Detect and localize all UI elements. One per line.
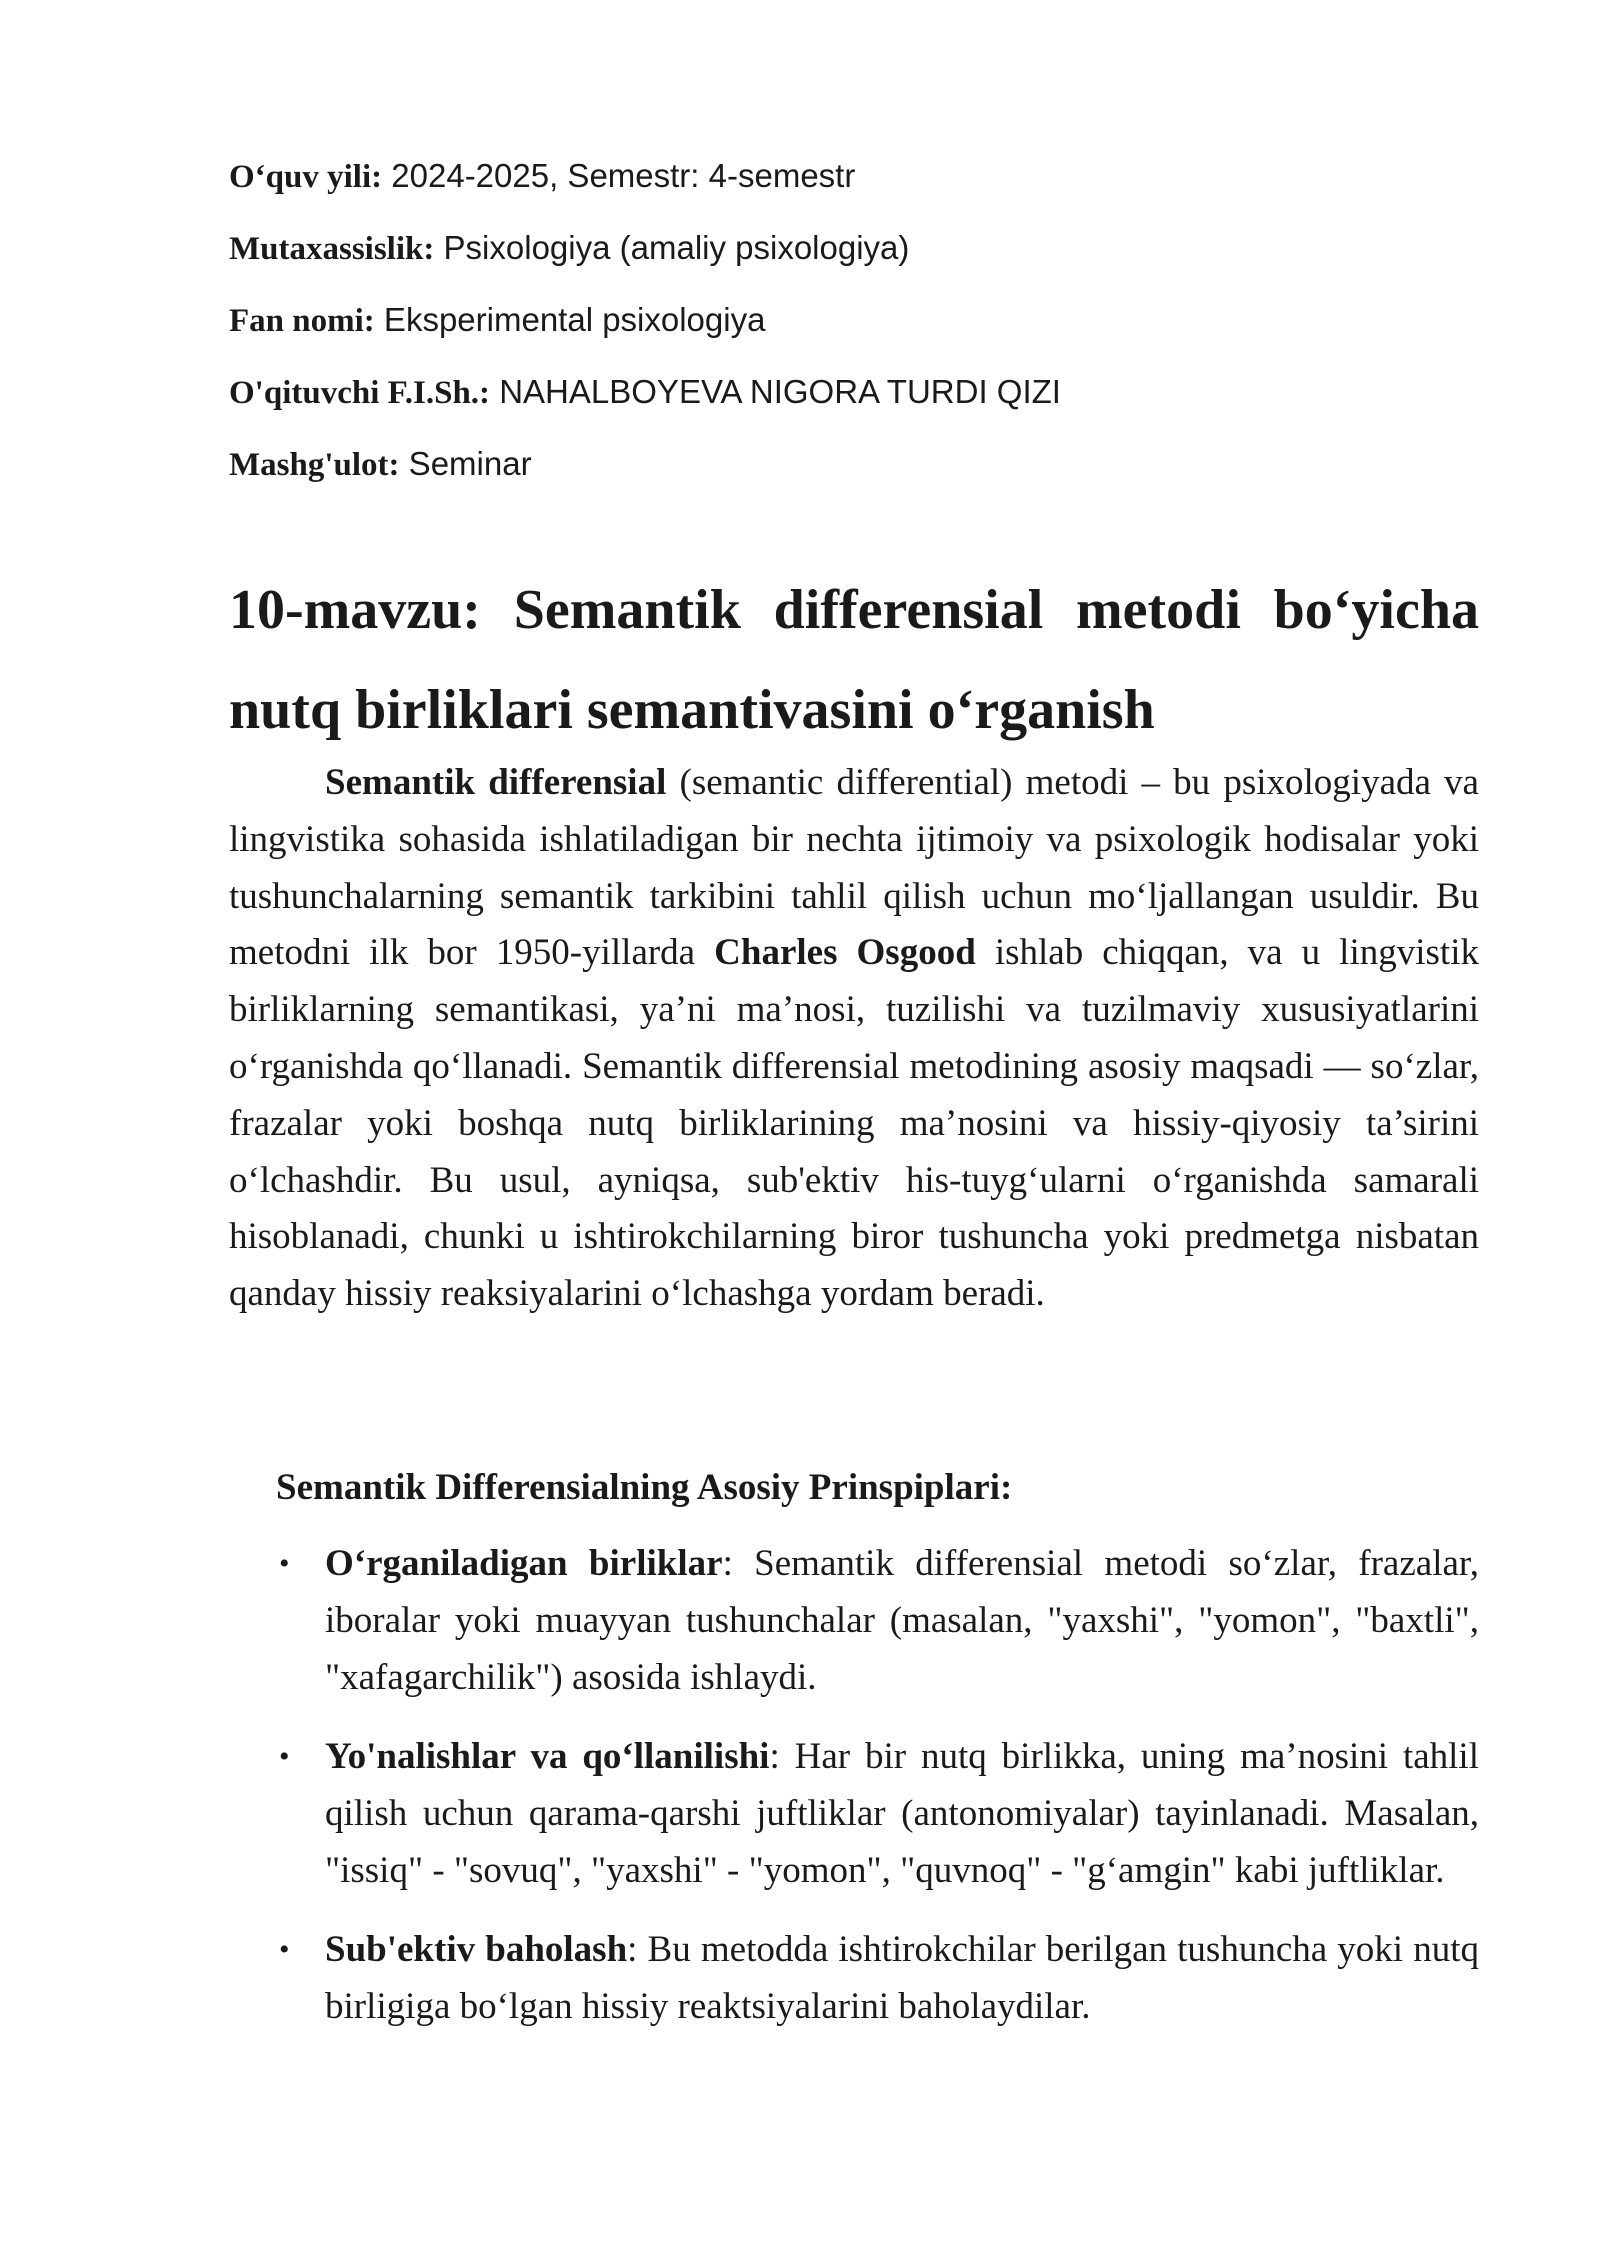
topic-title bbox=[229, 560, 1479, 760]
principle-term: O‘rganiladigan birliklar bbox=[325, 1543, 723, 1584]
topic-number: 10-mavzu: bbox=[229, 579, 481, 641]
teacher-line bbox=[229, 364, 1479, 436]
topic-title-text: Semantik differensial metodi bo‘yicha nutq birliklari semantivasini o‘rganish bbox=[229, 579, 1479, 741]
intro-term: Semantik differensial bbox=[325, 762, 667, 803]
intro-author: Charles Osgood bbox=[714, 932, 976, 974]
specialty-value: Psixologiya (amaliy psixologiya) bbox=[434, 229, 910, 266]
specialty-label: Mutaxassislik: bbox=[229, 231, 435, 267]
principles-list bbox=[276, 1535, 1479, 2057]
subject-value: Eksperimental psixologiya bbox=[374, 301, 766, 338]
list-item bbox=[276, 1921, 1479, 2035]
principle-term: Yo'nalishlar va qo‘llanilishi bbox=[325, 1736, 770, 1777]
bullet-icon: • bbox=[279, 1740, 290, 1773]
academic-year-label: O‘quv yili: bbox=[229, 159, 383, 195]
intro-paragraph bbox=[229, 755, 1479, 1323]
principle-term: Sub'ektiv baholash bbox=[325, 1929, 628, 1970]
course-info bbox=[229, 148, 1479, 508]
bullet-icon: • bbox=[279, 1547, 290, 1580]
specialty-line bbox=[229, 220, 1479, 292]
intro-text-part-1: (semantic differential) metodi – bu psixologiyada va lingvistika sohasida ishlatiladigan bir nechta ijtimoiy va psixologik hodisalar yoki tushunchalarning semantik tarkibini tahlil qilish uchun mo‘ljallangan usuldir. Bu metodni ilk bor 1950-yillarda bbox=[229, 762, 1479, 974]
principle-text: : Har bir nutq birlikka, uning ma’nosini tahlil qilish uchun qarama-qarshi juftliklar (antonomiyalar) tayinlanadi. Masalan, "issiq" - "sovuq", "yaxshi" - "yomon", "quvnoq" - "g‘amgin" kabi juftliklar. bbox=[325, 1736, 1479, 1891]
bullet-icon: • bbox=[279, 1933, 290, 1966]
academic-year-value: 2024-2025, Semestr: 4-semestr bbox=[382, 157, 856, 194]
lesson-type-label: Mashg'ulot: bbox=[229, 447, 400, 483]
lesson-type-line bbox=[229, 436, 1479, 508]
lesson-type-value: Seminar bbox=[399, 445, 532, 482]
academic-year-line bbox=[229, 148, 1479, 220]
subject-label: Fan nomi: bbox=[229, 303, 375, 339]
principles-heading: Semantik Differensialning Asosiy Prinspiplari: bbox=[276, 1467, 1013, 1508]
principle-text: : Bu metodda ishtirokchilar berilgan tushuncha yoki nutq birligiga bo‘lgan hissiy reaktsiyalarini baholaydilar. bbox=[325, 1929, 1479, 2027]
list-item bbox=[276, 1535, 1479, 1706]
principle-text: : Semantik differensial metodi so‘zlar, frazalar, iboralar yoki muayyan tushunchalar (masalan, "yaxshi", "yomon", "baxtli", "xafagarchilik") asosida ishlaydi. bbox=[325, 1543, 1479, 1698]
teacher-label: O'qituvchi F.I.Sh.: bbox=[229, 375, 491, 411]
subject-line bbox=[229, 292, 1479, 364]
teacher-value: NAHALBOYEVA NIGORA TURDI QIZI bbox=[490, 373, 1061, 410]
intro-text-part-2: ishlab chiqqan, va u lingvistik birliklarning semantikasi, ya’ni ma’nosi, tuzilishi va tuzilmaviy xususiyatlarini o‘rganishda qo‘llanadi. Semantik differensial metodining asosiy maqsadi — so‘zlar, frazalar yoki boshqa nutq birliklarining ma’nosini va hissiy-qiyosiy ta’sirini o‘lchashdir. Bu usul, ayniqsa, sub'ektiv his-tuyg‘ularni o‘rganishda samarali hisoblanadi, chunki u ishtirokchilarning biror tushuncha yoki predmetga nisbatan qanday hissiy reaksiyalarini o‘lchashga yordam beradi. bbox=[229, 932, 1479, 1315]
list-item bbox=[276, 1728, 1479, 1899]
